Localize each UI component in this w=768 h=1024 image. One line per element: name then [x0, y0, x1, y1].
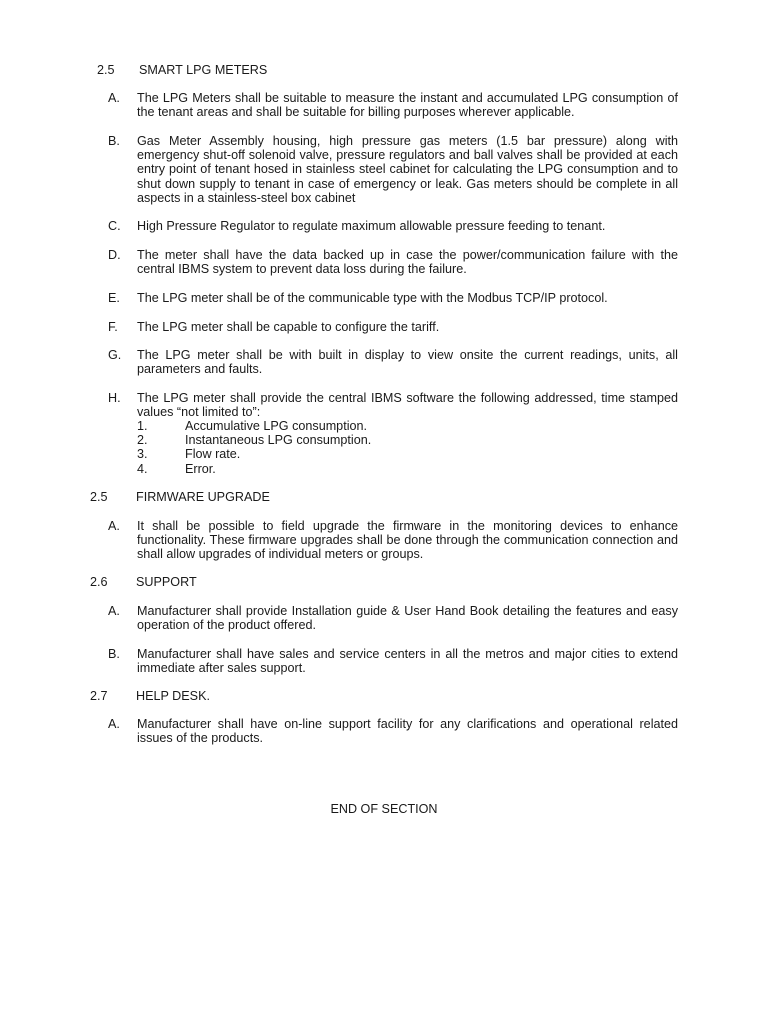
section-heading-support [90, 575, 690, 591]
section-heading-help-desk [90, 689, 690, 705]
section-number: 2.5 [97, 63, 115, 77]
item-letter: A. [108, 91, 120, 105]
item-letter: E. [108, 291, 120, 305]
item-letter: A. [108, 717, 120, 731]
item-letter: C. [108, 219, 121, 233]
sub-item-number: 1. [137, 419, 148, 433]
item-text: Gas Meter Assembly housing, high pressure gas meters (1.5 bar pressure) along with emergency shut-off solenoid valve, pressure regulators and ball valves shall be provided at each entry point of tenant hosed in stainless steel cabinet for calculating the LPG consumption and to shut down supply to tenant in case of emergency or leak. Gas meters should be complete in all aspects in a stainless-steel box cabinet [137, 134, 678, 205]
section-heading-smart-lpg-meters [97, 63, 697, 79]
item-text: The meter shall have the data backed up in case the power/communication failure with the central IBMS system to prevent data loss during the failure. [137, 248, 678, 277]
item-text: High Pressure Regulator to regulate maximum allowable pressure feeding to tenant. [137, 219, 606, 233]
item-letter: A. [108, 604, 120, 618]
item-letter: A. [108, 519, 120, 533]
section-number: 2.5 [90, 490, 108, 504]
sub-item-text: Instantaneous LPG consumption. [185, 433, 372, 448]
sub-item-number: 4. [137, 461, 148, 476]
item-text: The LPG meter shall provide the central IBMS software the following addressed, time stamped values “not limited to”: [137, 391, 678, 420]
sub-list-item [137, 447, 537, 461]
item-text: Manufacturer shall have sales and service centers in all the metros and major cities to extend immediate after sales support. [137, 647, 678, 676]
item-text: The LPG meter shall be with built in display to view onsite the current readings, units, all parameters and faults. [137, 348, 678, 377]
sub-item-number: 3. [137, 447, 148, 462]
section-number: 2.6 [90, 575, 108, 589]
sub-item-number: 2. [137, 433, 148, 448]
item-text: The LPG Meters shall be suitable to measure the instant and accumulated LPG consumption of the tenant areas and shall be suitable for billing purposes wherever applicable. [137, 91, 678, 120]
item-letter: F. [108, 320, 118, 334]
item-text: It shall be possible to field upgrade the firmware in the monitoring devices to enhance functionality. These firmware upgrades shall be done through the communication connection and shall allow upgrades of individual meters or groups. [137, 519, 678, 562]
section-number: 2.7 [90, 689, 108, 703]
sub-item-text: Flow rate. [185, 447, 241, 462]
end-of-section: END OF SECTION [330, 802, 438, 816]
item-letter: H. [108, 391, 121, 405]
section-heading-firmware-upgrade [90, 490, 690, 506]
item-text: The LPG meter shall be capable to configure the tariff. [137, 320, 440, 334]
sub-list [137, 419, 537, 476]
item-text: Manufacturer shall provide Installation guide & User Hand Book detailing the features and easy operation of the product offered. [137, 604, 678, 633]
item-text: Manufacturer shall have on-line support facility for any clarifications and operational related issues of the products. [137, 717, 678, 746]
sub-list-item [137, 433, 537, 447]
section-title: FIRMWARE UPGRADE [136, 490, 270, 504]
item-letter: B. [108, 647, 120, 661]
item-text: The LPG meter shall be of the communicable type with the Modbus TCP/IP protocol. [137, 291, 608, 305]
section-title: SUPPORT [136, 575, 197, 589]
sub-item-text: Accumulative LPG consumption. [185, 419, 367, 433]
sub-list-item [137, 419, 537, 433]
item-letter: G. [108, 348, 122, 362]
section-title: HELP DESK. [136, 689, 210, 703]
item-letter: D. [108, 248, 121, 262]
sub-list-item [137, 462, 537, 476]
sub-item-text: Error. [185, 461, 216, 476]
section-title: SMART LPG METERS [139, 63, 268, 77]
item-letter: B. [108, 134, 120, 148]
